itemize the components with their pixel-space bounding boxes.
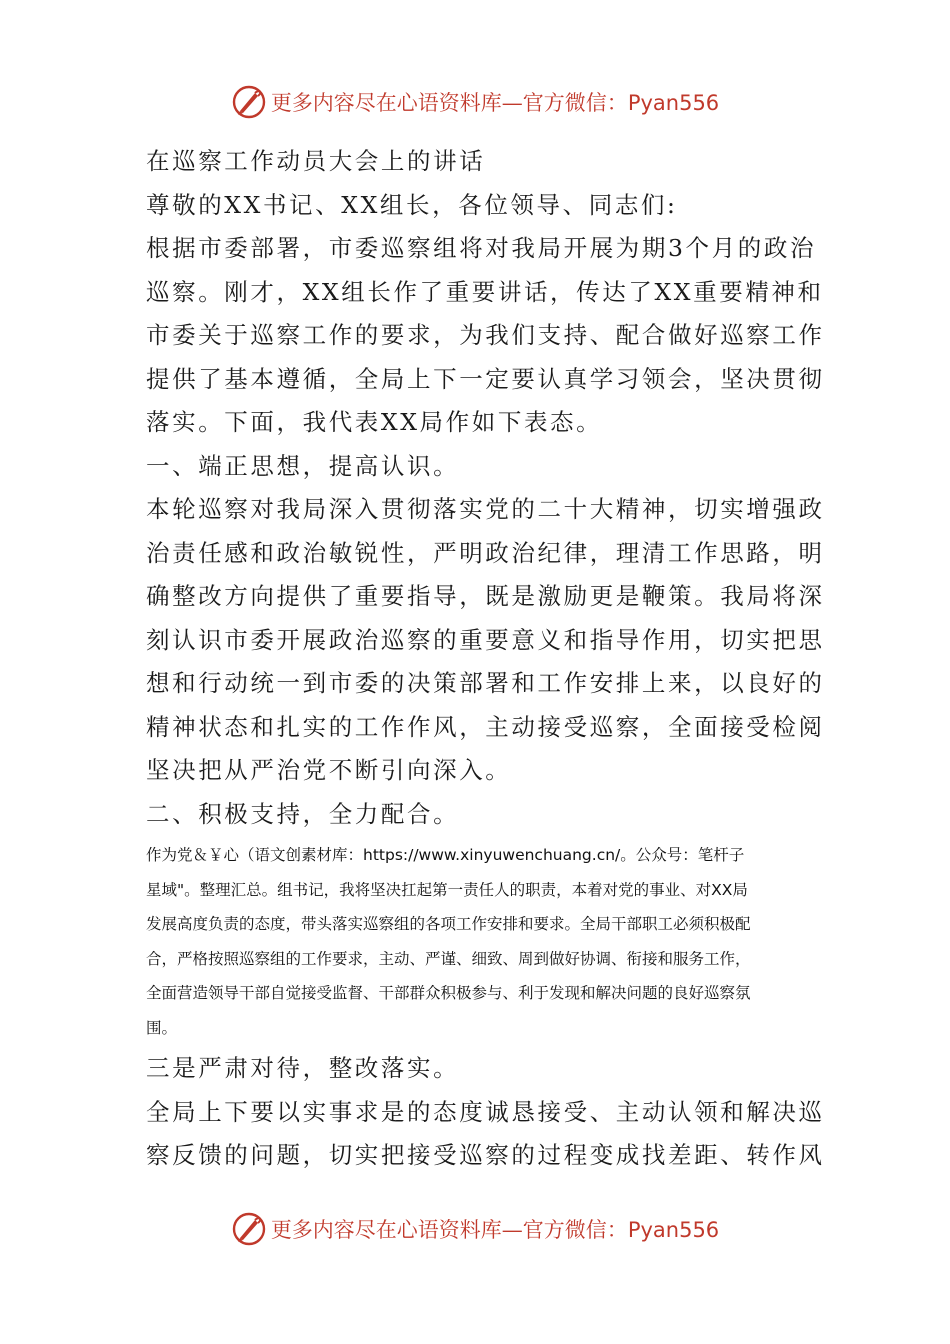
paragraph-line: 根据市委部署，市委巡察组将对我局开展为期3个月的政治 [146, 234, 817, 262]
paragraph-line: 星域"。整理汇总。组书记，我将坚决扛起第一责任人的职责，本着对党的事业、对XX局 [146, 880, 748, 899]
paragraph-line: 全局上下要以实事求是的态度诚恳接受、主动认领和解决巡 [146, 1097, 825, 1126]
paragraph-line: 精神状态和扎实的工作作风，主动接受巡察，全面接受检阅 [146, 712, 825, 741]
quill-pen-logo-icon [231, 1211, 267, 1247]
paragraph-line: 刻认识市委开展政治巡察的重要意义和指导作用，切实把思 [146, 625, 825, 654]
bottom-banner [0, 1207, 950, 1251]
paragraph-line: 察反馈的问题，切实把接受巡察的过程变成找差距、转作风 [146, 1141, 825, 1169]
paragraph-line: 作为党＆￥心（语文创素材库：https://www.xinyuwenchuang.cn/。公众号：笔杆子 [146, 846, 745, 864]
banner-promo-text: 更多内容尽在心语资料库—官方微信： [270, 1218, 628, 1242]
salutation: 尊敬的XX书记、XX组长，各位领导、同志们: [146, 190, 678, 219]
section-1-paragraph [146, 488, 825, 793]
paragraph-line: 落实。下面，我代表XX局作如下表态。 [146, 408, 603, 436]
document-body [146, 140, 825, 1178]
section-2-paragraph [146, 838, 816, 1045]
section-heading-2: 二、积极支持，全力配合。 [146, 799, 460, 828]
paragraph-line: 本轮巡察对我局深入贯彻落实党的二十大精神，切实增强政 [146, 495, 825, 523]
document-title: 在巡察工作动员大会上的讲话 [146, 147, 486, 175]
banner-text [271, 1214, 719, 1244]
paragraph-line: 治责任感和政治敏锐性，严明政治纪律，理清工作思路，明 [146, 538, 825, 567]
banner-promo-text: 更多内容尽在心语资料库—官方微信： [270, 91, 628, 115]
banner-text [271, 87, 719, 117]
paragraph-line: 巡察。刚才，XX组长作了重要讲话，传达了XX重要精神和 [146, 277, 824, 306]
paragraph-line: 想和行动统一到市委的决策部署和工作安排上来，以良好的 [146, 669, 825, 697]
section-heading-3: 三是严肃对待，整改落实。 [146, 1054, 460, 1082]
section-3-paragraph [146, 1091, 825, 1178]
paragraph-line: 合，严格按照巡察组的工作要求，主动、严谨、细致、周到做好协调、衔接和服务工作， [146, 949, 751, 968]
top-banner [0, 80, 950, 124]
paragraph-line: 坚决把从严治党不断引向深入。 [146, 756, 512, 784]
paragraph-line: 市委关于巡察工作的要求，为我们支持、配合做好巡察工作 [146, 321, 825, 349]
intro-paragraph [146, 227, 825, 445]
paragraph-line: 全面营造领导干部自觉接受监督、干部群众积极参与、利于发现和解决问题的良好巡察氛 [146, 984, 751, 1002]
section-heading-1: 一、端正思想，提高认识。 [146, 451, 460, 480]
quill-pen-logo-icon [231, 84, 267, 120]
paragraph-line: 提供了基本遵循，全局上下一定要认真学习领会，坚决贯彻 [146, 364, 825, 393]
paragraph-line: 围。 [146, 1018, 178, 1037]
banner-wechat-id: Pyan556 [627, 91, 720, 115]
banner-wechat-id: Pyan556 [627, 1218, 720, 1242]
paragraph-line: 确整改方向提供了重要指导，既是激励更是鞭策。我局将深 [146, 582, 825, 610]
paragraph-line: 发展高度负责的态度，带头落实巡察组的各项工作安排和要求。全局干部职工必须积极配 [146, 915, 751, 933]
